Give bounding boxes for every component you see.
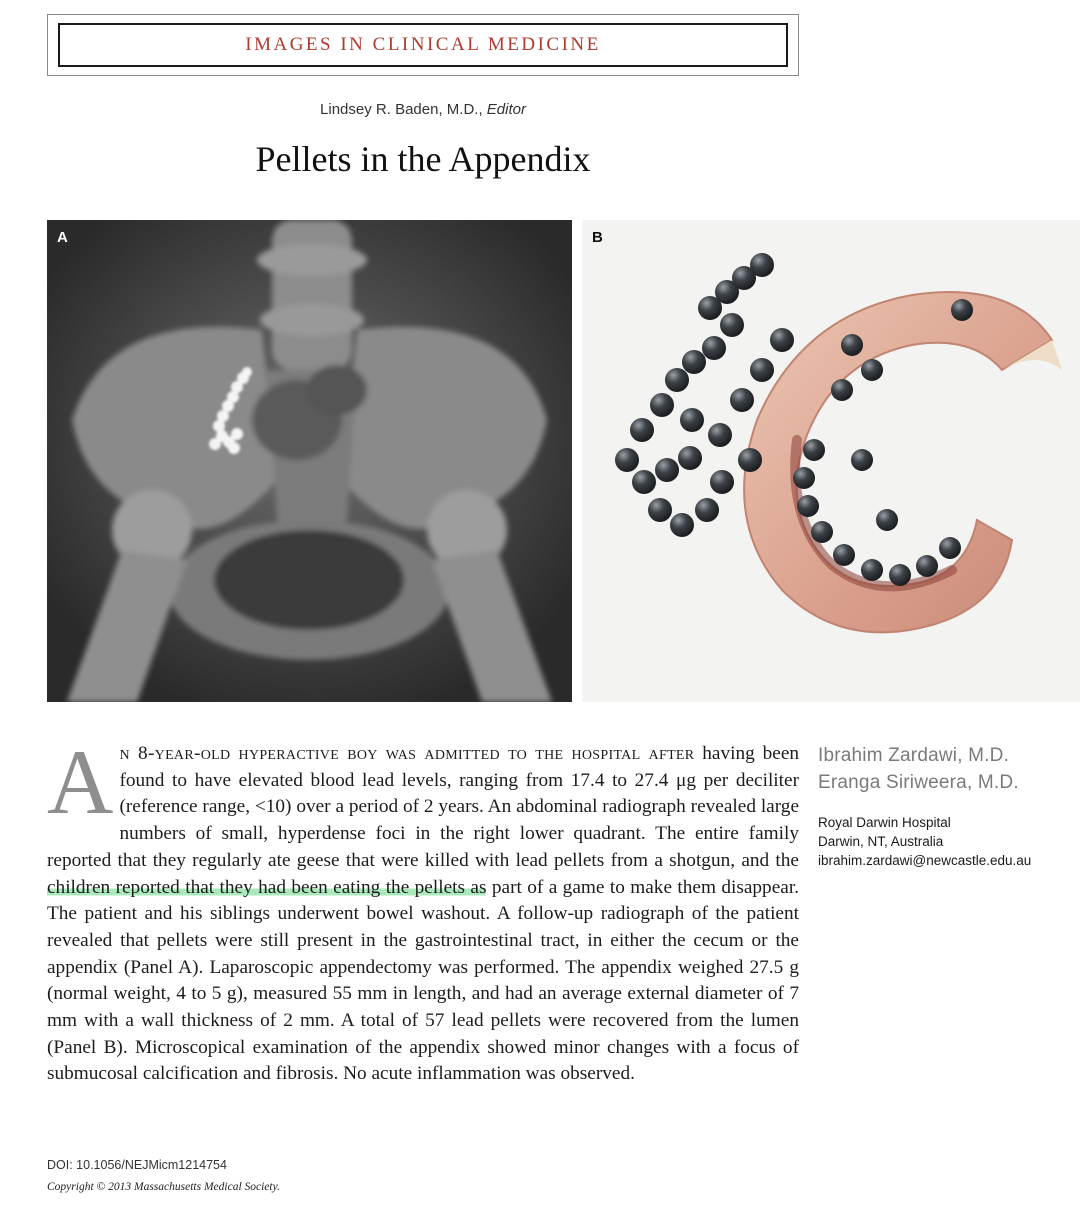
author-email: ibrahim.zardawi@newcastle.edu.au — [818, 853, 1032, 868]
radiograph-image — [47, 220, 572, 702]
panel-a-label: A — [57, 229, 68, 246]
drop-cap: A — [47, 731, 114, 833]
editor-name: Lindsey R. Baden, M.D., — [320, 101, 487, 118]
editor-line — [0, 101, 846, 118]
body-text-part-1: having been found to have elevated blood lead levels, ranging from 17.4 to 27.4 μg per deciliter (reference range, <10) over a period of 2 years. An abdominal radiograph revealed large numbers of small, hyperdense foci in the right lower quadrant. The entire family reported that they regularly ate geese that were killed with lead pellets from a shotgun, and the — [47, 743, 800, 871]
body-text-part-2: part of a game to make them disappear. The patient and his siblings underwent bowel washout. A follow-up radiograph of the patient revealed that pellets were still present in the gastrointestinal tract, in either the cecum or the appendix (Panel A). Laparoscopic appendectomy was performed. The appendix weighed 27.5 g (normal weight, 4 to 5 g), measured 55 mm in length, and had an average external diameter of 7 mm with a wall thickness of 2 mm. A total of 57 lead pellets were recovered from the lumen (Panel B). Microscopical examination of the appendix showed minor changes with a focus of submucosal calcification and fibrosis. No acute inflammation was observed. — [47, 876, 799, 1085]
specimen-photo — [582, 220, 1080, 702]
lead-in-smallcaps: n 8-year-old hyperactive boy was admitted to the hospital after — [119, 743, 695, 764]
author-name: Ibrahim Zardawi, M.D. — [818, 745, 1010, 766]
affiliation-institution: Royal Darwin Hospital — [818, 815, 951, 830]
editor-role: Editor — [486, 101, 526, 118]
affiliation — [818, 813, 1080, 870]
doi: DOI: 10.1056/NEJMicm1214754 — [47, 1158, 227, 1172]
case-paragraph — [47, 731, 800, 1088]
copyright: Copyright © 2013 Massachusetts Medical Society. — [47, 1181, 280, 1193]
case-description — [47, 731, 800, 1088]
section-header-frame — [47, 14, 799, 76]
author-block — [818, 742, 1080, 870]
panel-b-label: B — [592, 229, 603, 246]
author-name: Eranga Siriweera, M.D. — [818, 772, 1019, 793]
figure-panel-b — [582, 220, 1080, 702]
section-header-inner — [58, 23, 788, 67]
section-title: IMAGES IN CLINICAL MEDICINE — [245, 34, 601, 55]
figure-panel-a — [47, 220, 572, 702]
article-title: Pellets in the Appendix — [255, 139, 591, 179]
highlighted-text: children reported that they had been eating the pellets as — [47, 876, 487, 898]
affiliation-location: Darwin, NT, Australia — [818, 834, 944, 849]
